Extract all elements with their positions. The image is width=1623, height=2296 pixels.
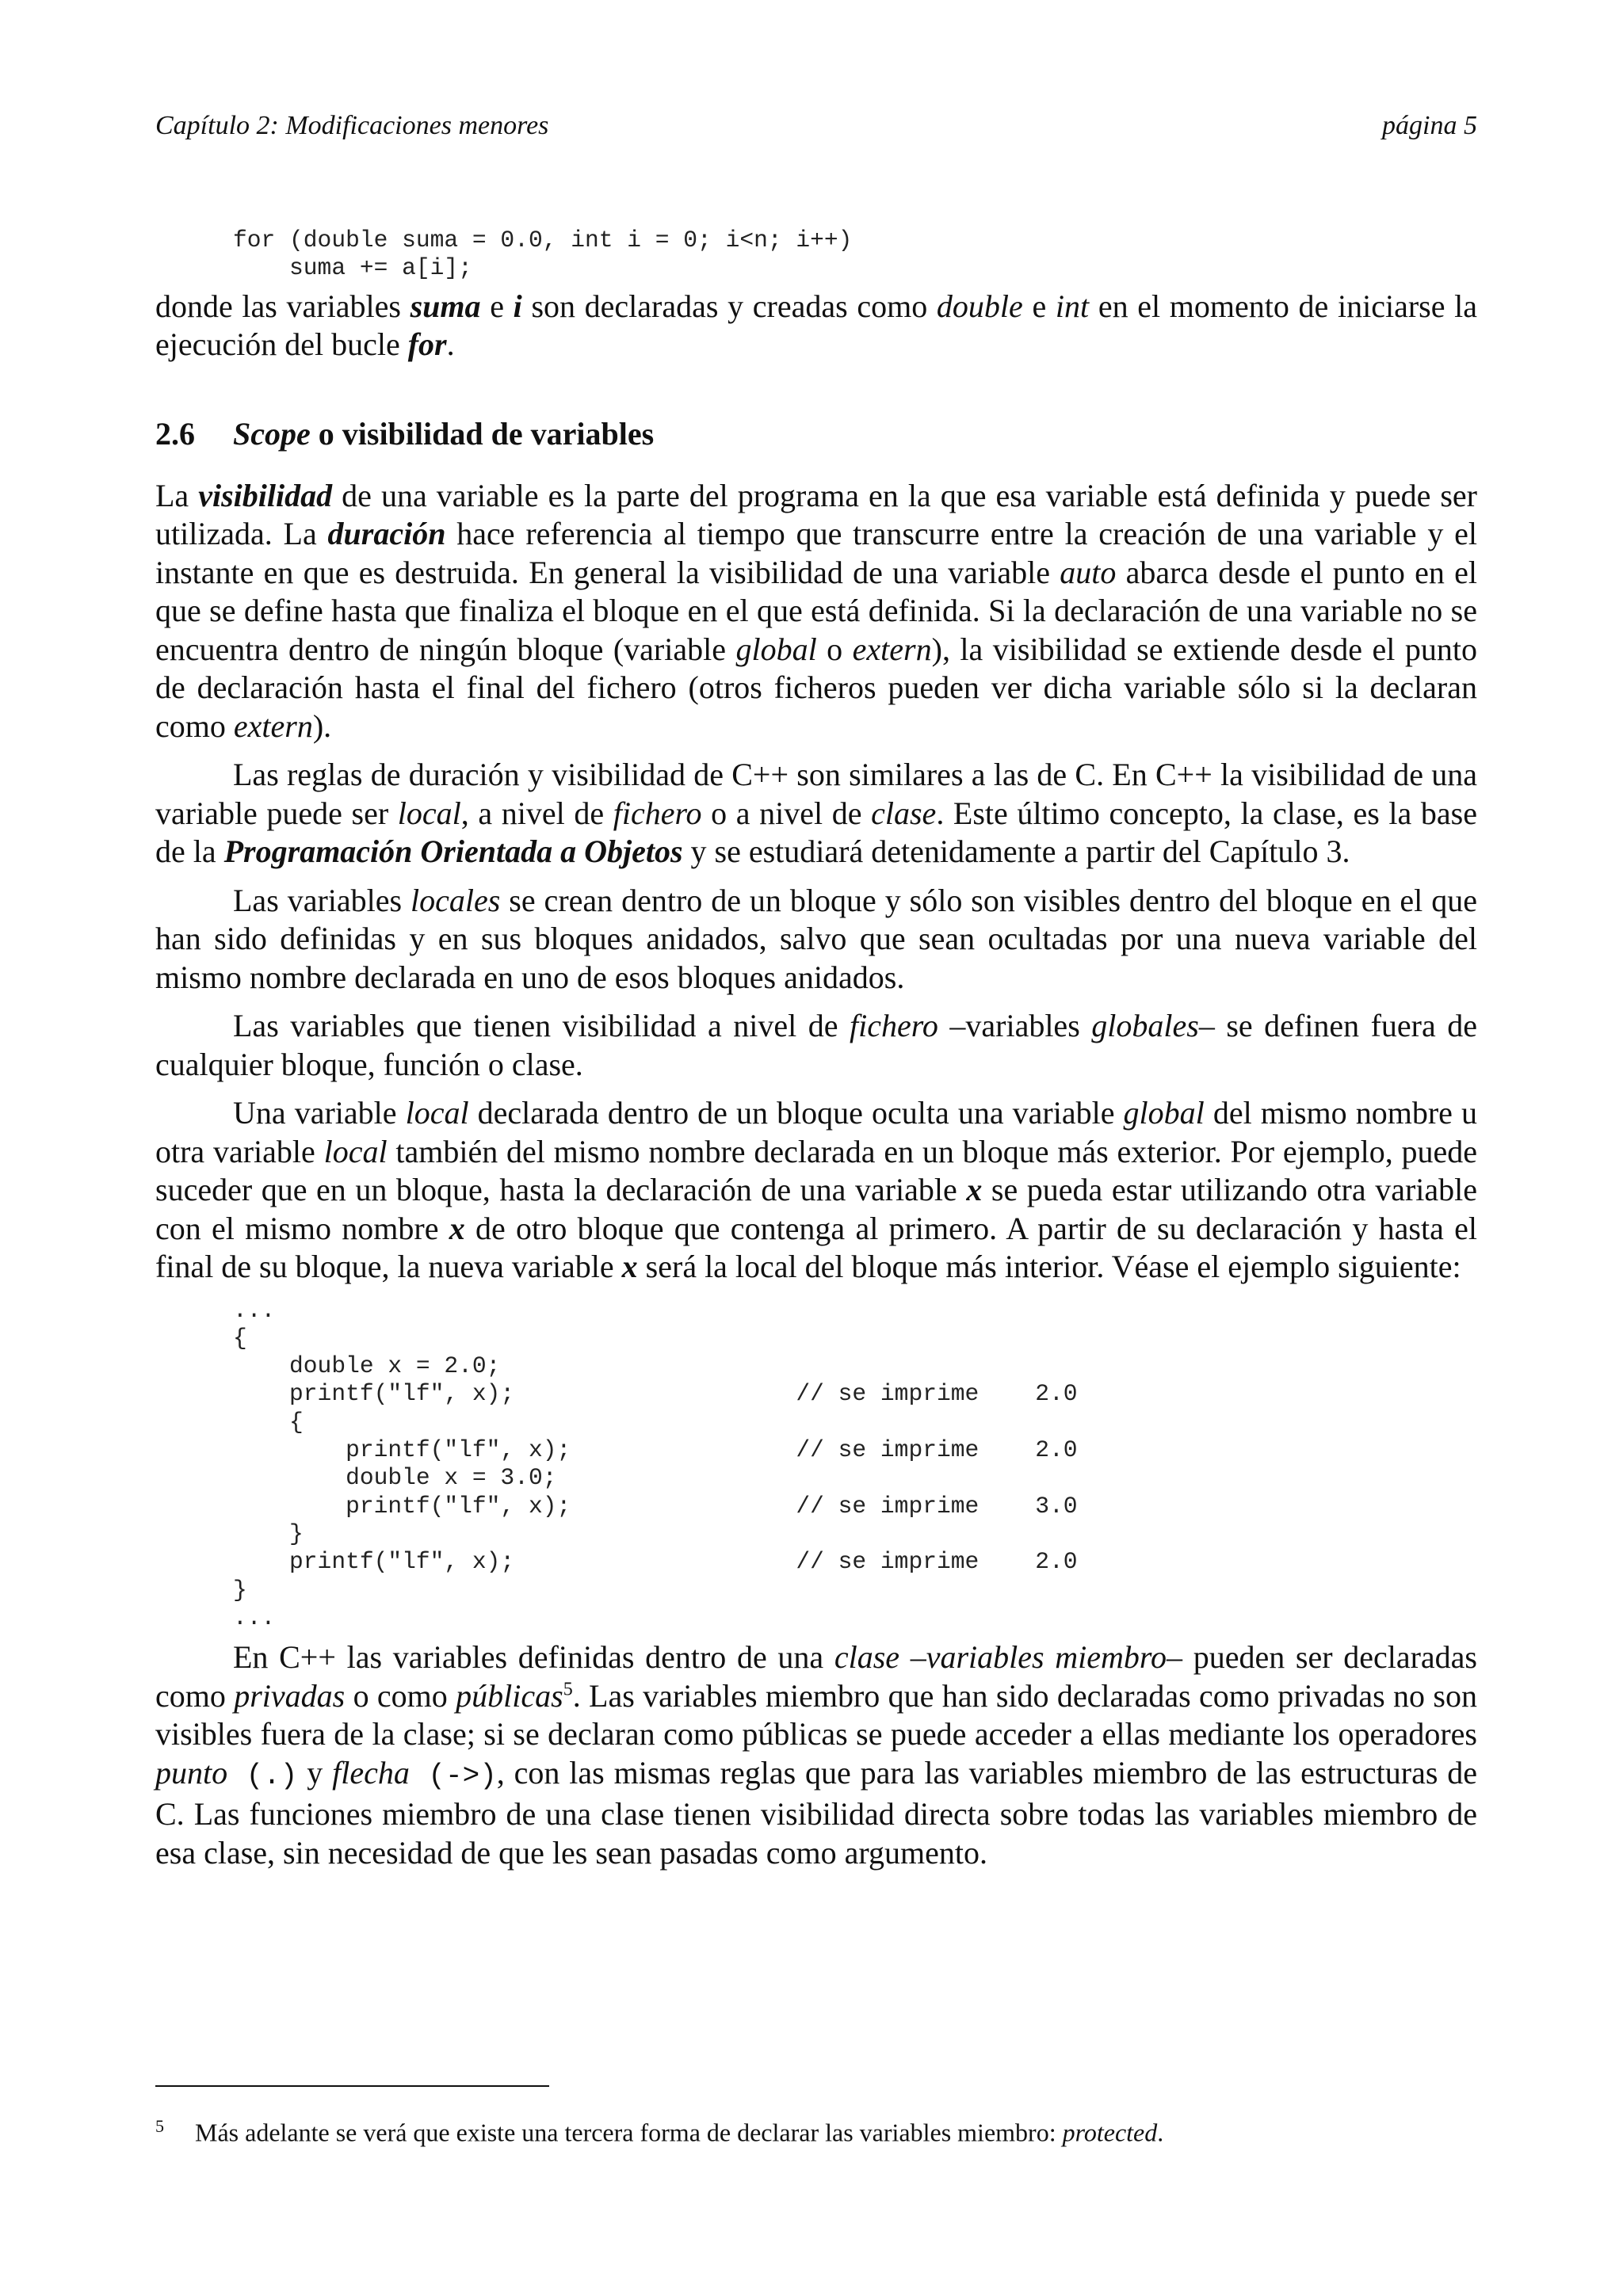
page-content bbox=[155, 227, 1477, 1882]
footnote: 5 Más adelante se verá que existe una tercera forma de declarar las variables miembro: protected. bbox=[155, 2111, 1477, 2149]
paragraph: Las variables que tienen visibilidad a nivel de fichero –variables globales– se definen fuera de cualquier bloque, función o clase. bbox=[155, 1008, 1477, 1082]
footnote-divider bbox=[155, 2085, 549, 2087]
footnote-reference: 5 bbox=[563, 1679, 573, 1700]
code-block-scope-example: ... { double x = 2.0; printf("lf", x); // se imprime 2.0 { printf("lf", x); // se imprime 2.0 double x = 3.0; printf("lf", x); // se imprime 3.0 } printf("lf", x); // se imprime 2.0 } ... bbox=[233, 1296, 1078, 1631]
paragraph: donde las variables suma e i son declaradas y creadas como double e int en el momento de iniciarse la ejecución del bucle for. bbox=[155, 288, 1478, 363]
paragraph: Una variable local declarada dentro de un bloque oculta una variable global del mismo nombre u otra variable local también del mismo nombre declarada en un bloque más exterior. Por ejemplo, puede suceder que en un bloque, hasta la declaración de una variable x se pueda estar utilizando otra variable con el mismo nombre x de otro bloque que contenga al primero. A partir de su declaración y hasta el final de su bloque, la nueva variable x será la local del bloque más interior. Véase el ejemplo siguiente: bbox=[155, 1095, 1477, 1285]
footnote-number: 5 bbox=[155, 2116, 164, 2136]
code-block-for-loop: for (double suma = 0.0, int i = 0; i<n; i++) suma += a[i]; bbox=[233, 227, 853, 282]
running-header bbox=[155, 111, 1477, 149]
paragraph: Las variables locales se crean dentro de un bloque y sólo son visibles dentro del bloque en el que han sido definidas y en sus bloques anidados, salvo que sean ocultadas por una nueva variable del mismo nombre declarada en uno de esos bloques anidados. bbox=[155, 882, 1477, 995]
page-number: página 5 bbox=[1382, 111, 1477, 140]
chapter-title: Capítulo 2: Modificaciones menores bbox=[155, 111, 549, 140]
section-title: Scope o visibilidad de variables bbox=[233, 415, 655, 452]
section-number: 2.6 bbox=[155, 415, 195, 452]
section-heading bbox=[155, 415, 1477, 453]
paragraph: La visibilidad de una variable es la parte del programa en la que esa variable está definida y puede ser utilizada. La duración hace referencia al tiempo que transcurre entre la creación de una variable y el instante en que es destruida. En general la visibilidad de una variable auto abarca desde el punto en el que se define hasta que finaliza el bloque en el que está definida. Si la declaración de una variable no se encuentra dentro de ningún bloque (variable global o extern), la visibilidad se extiende desde el punto de declaración hasta el final del fichero (otros ficheros pueden ver dicha variable sólo si la declaran como extern). bbox=[155, 477, 1478, 744]
paragraph: En C++ las variables definidas dentro de una clase –variables miembro– pueden ser declaradas como privadas o como públicas$^5$. Las variables miembro que han sido declaradas como privadas no son visibles fuera de la clase; si se declaran como públicas se puede acceder a ellas mediante los operadores punto (.) y flecha (->), con las mismas reglas que para las variables miembro de las estructuras de C. Las funciones miembro de una clase tienen visibilidad directa sobre todas las variables miembro de esa clase, sin necesidad de que les sean pasadas como argumento. bbox=[155, 1639, 1478, 1871]
paragraph: Las reglas de duración y visibilidad de C++ son similares a las de C. En C++ la visibilidad de una variable puede ser local, a nivel de fichero o a nivel de clase. Este último concepto, la clase, es la base de la Programación Orientada a Objetos y se estudiará detenidamente a partir del Capítulo 3. bbox=[155, 757, 1477, 870]
